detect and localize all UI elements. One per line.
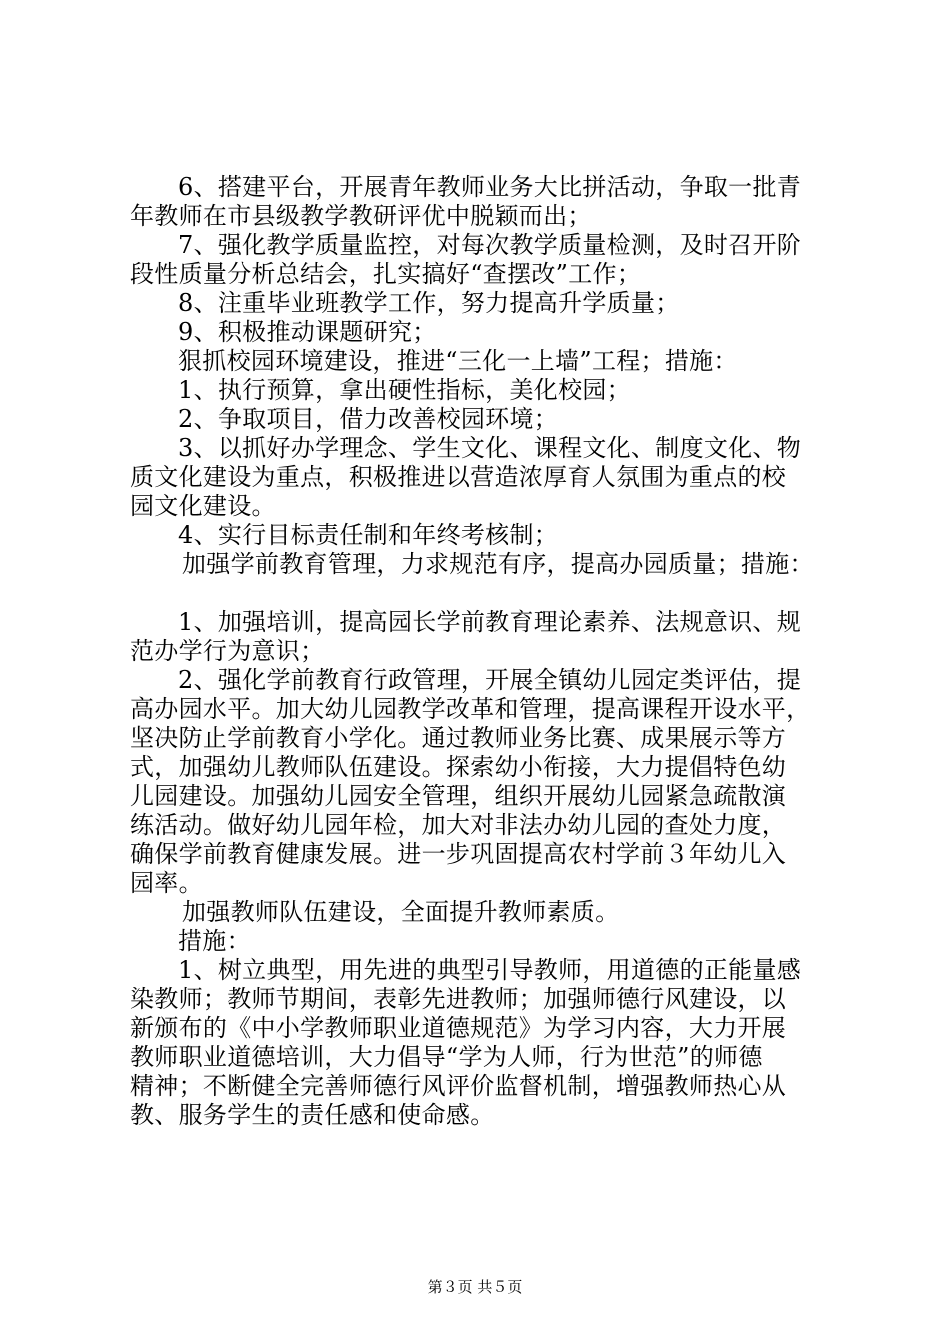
paragraph-line: 儿园建设。加强幼儿园安全管理，组织开展幼儿园紧急疏散演 [130, 782, 787, 810]
paragraph-line: 教、服务学生的责任感和使命感。 [130, 1101, 495, 1129]
paragraph-line: 2、强化学前教育行政管理，开展全镇幼儿园定类评估，提 [178, 666, 802, 694]
section-heading: 狠抓校园环境建设，推进“三化一上墙”工程；措施： [178, 347, 738, 375]
paragraph-line: 2、争取项目，借力改善校园环境； [178, 405, 559, 433]
paragraph-line: 1、树立典型，用先进的典型引导教师，用道德的正能量感 [178, 956, 802, 984]
paragraph-line: 6、搭建平台，开展青年教师业务大比拼活动，争取一批青 [178, 173, 802, 201]
body-text [130, 173, 830, 1130]
paragraph-line: 3、以抓好办学理念、学生文化、课程文化、制度文化、物 [178, 434, 802, 462]
blank-line [130, 579, 830, 608]
page-footer: 第３页 共５页 [427, 1278, 523, 1296]
paragraph-line: 练活动。做好幼儿园年检，加大对非法办幼儿园的查处力度， [130, 811, 787, 839]
section-heading: 加强学前教育管理，力求规范有序，提高办园质量；措施： [182, 550, 814, 578]
paragraph-line: 范办学行为意识； [130, 637, 325, 665]
paragraph-line: 1、执行预算，拿出硬性指标，美化校园； [178, 376, 631, 404]
paragraph-line: 8、注重毕业班教学工作，努力提高升学质量； [178, 289, 680, 317]
section-heading: 加强教师队伍建设，全面提升教师素质。 [182, 898, 620, 926]
paragraph-line: 4、实行目标责任制和年终考核制； [178, 521, 559, 549]
paragraph-line: 措施： [178, 927, 251, 955]
paragraph-line: 年教师在市县级教学教研评优中脱颖而出； [130, 202, 592, 230]
paragraph-line: 式，加强幼儿教师队伍建设。探索幼小衔接，大力提倡特色幼 [130, 753, 787, 781]
paragraph-line: 高办园水平。加大幼儿园教学改革和管理，提高课程开设水平， [130, 695, 811, 723]
paragraph-line: 园率。 [130, 869, 203, 897]
paragraph-line: 新颁布的《中小学教师职业道德规范》为学习内容，大力开展 [130, 1014, 787, 1042]
paragraph-line: 7、强化教学质量监控，对每次教学质量检测，及时召开阶 [178, 231, 802, 259]
paragraph-line: 确保学前教育健康发展。进一步巩固提高农村学前３年幼儿入 [130, 840, 787, 868]
paragraph-line: 园文化建设。 [130, 492, 276, 520]
paragraph-line: 质文化建设为重点，积极推进以营造浓厚育人氛围为重点的校 [130, 463, 787, 491]
paragraph-line: 段性质量分析总结会，扎实搞好“查摆改”工作； [130, 260, 642, 288]
paragraph-line: 精神；不断健全完善师德行风评价监督机制，增强教师热心从 [130, 1072, 787, 1100]
paragraph-line: 9、积极推动课题研究； [178, 318, 437, 346]
paragraph-line: 教师职业道德培训，大力倡导“学为人师，行为世范”的师德 [130, 1043, 763, 1071]
paragraph-line: 染教师；教师节期间，表彰先进教师；加强师德行风建设，以 [130, 985, 787, 1013]
paragraph-line: 1、加强培训，提高园长学前教育理论素养、法规意识、规 [178, 608, 802, 636]
paragraph-line: 坚决防止学前教育小学化。通过教师业务比赛、成果展示等方 [130, 724, 787, 752]
